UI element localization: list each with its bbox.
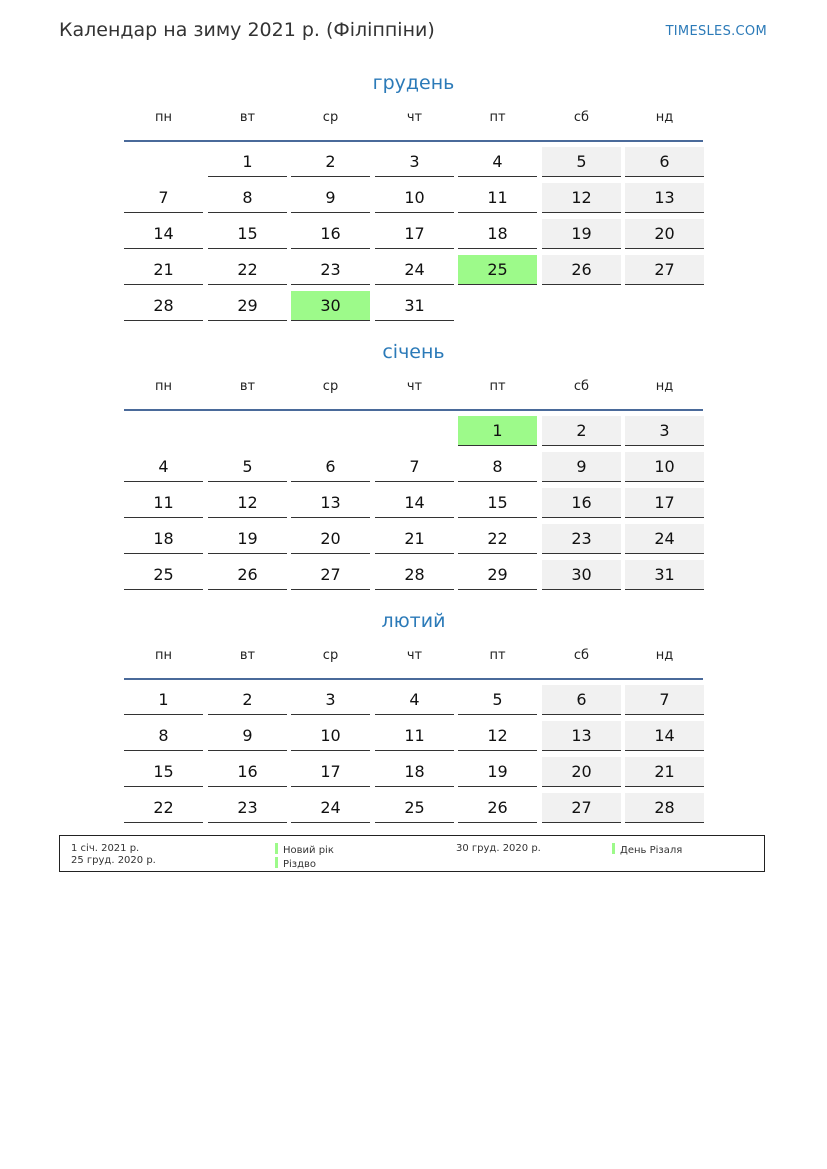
day-cell: 26 (542, 255, 621, 285)
day-cell: 14 (124, 219, 203, 249)
day-cell: 18 (375, 757, 454, 787)
day-cell: 14 (625, 721, 704, 751)
day-cell: 26 (458, 793, 537, 823)
day-cell: 4 (124, 452, 203, 482)
day-cell: 16 (208, 757, 287, 787)
legend-dates-1 (71, 843, 156, 867)
day-cell: 13 (291, 488, 370, 518)
weekday-label: нд (655, 110, 674, 125)
legend-names-2 (612, 843, 682, 857)
day-cell: 6 (291, 452, 370, 482)
legend-date: 30 груд. 2020 р. (456, 843, 541, 854)
day-cell: 10 (375, 183, 454, 213)
weekday-label: пн (155, 648, 172, 663)
holiday-day-cell: 30 (291, 291, 370, 321)
weekday-label: вт (239, 648, 256, 663)
day-cell: 6 (542, 685, 621, 715)
day-cell: 16 (542, 488, 621, 518)
day-cell: 31 (625, 560, 704, 590)
day-cell: 22 (208, 255, 287, 285)
day-cell: 20 (625, 219, 704, 249)
day-cell: 4 (375, 685, 454, 715)
legend-holiday-name: Новий рік (283, 845, 334, 856)
day-cell: 3 (625, 416, 704, 446)
day-cell: 5 (458, 685, 537, 715)
day-cell: 17 (625, 488, 704, 518)
day-cell: 18 (458, 219, 537, 249)
day-cell: 31 (375, 291, 454, 321)
weekday-label: ср (322, 110, 339, 125)
weekday-label: пн (155, 379, 172, 394)
day-cell: 26 (208, 560, 287, 590)
day-cell: 6 (625, 147, 704, 177)
month-title: лютий (381, 610, 446, 632)
weekday-label: сб (573, 648, 590, 663)
weekday-label: чт (406, 379, 423, 394)
day-cell: 25 (375, 793, 454, 823)
day-cell: 12 (542, 183, 621, 213)
day-cell: 12 (208, 488, 287, 518)
day-cell: 13 (542, 721, 621, 751)
month-february (124, 608, 703, 817)
weekday-label: сб (573, 379, 590, 394)
day-cell: 7 (625, 685, 704, 715)
day-cell: 1 (208, 147, 287, 177)
day-cell: 19 (458, 757, 537, 787)
day-cell: 9 (291, 183, 370, 213)
day-cell: 23 (208, 793, 287, 823)
month-january (124, 339, 703, 584)
weekday-label: сб (573, 110, 590, 125)
day-cell: 20 (291, 524, 370, 554)
month-title: грудень (372, 72, 455, 94)
weekday-label: ср (322, 648, 339, 663)
legend-date: 1 січ. 2021 р. (71, 843, 140, 854)
weekday-label: пт (489, 648, 506, 663)
day-cell: 8 (458, 452, 537, 482)
day-cell: 28 (625, 793, 704, 823)
day-cell: 13 (625, 183, 704, 213)
weekday-label: нд (655, 648, 674, 663)
day-cell: 16 (291, 219, 370, 249)
weekday-label: пн (155, 110, 172, 125)
holiday-swatch (612, 843, 615, 854)
day-cell: 17 (375, 219, 454, 249)
legend-holiday-name: День Різаля (620, 845, 683, 856)
weekday-label: нд (655, 379, 674, 394)
day-cell: 29 (208, 291, 287, 321)
day-cell: 7 (124, 183, 203, 213)
day-cell: 3 (291, 685, 370, 715)
day-cell: 28 (124, 291, 203, 321)
month-title: січень (382, 341, 445, 363)
weekday-label: пт (489, 110, 506, 125)
day-cell: 9 (542, 452, 621, 482)
weekday-label: чт (406, 648, 423, 663)
day-cell: 11 (458, 183, 537, 213)
weekday-label: вт (239, 110, 256, 125)
day-cell: 11 (124, 488, 203, 518)
day-cell: 18 (124, 524, 203, 554)
day-cell: 10 (291, 721, 370, 751)
holiday-swatch (275, 843, 278, 854)
weekday-header (124, 644, 703, 680)
day-cell: 23 (542, 524, 621, 554)
day-cell: 21 (124, 255, 203, 285)
day-cell: 22 (458, 524, 537, 554)
month-december (124, 70, 703, 315)
day-cell: 5 (542, 147, 621, 177)
day-cell: 22 (124, 793, 203, 823)
day-cell: 12 (458, 721, 537, 751)
day-cell: 8 (124, 721, 203, 751)
holiday-legend (59, 835, 765, 872)
day-cell: 27 (291, 560, 370, 590)
day-cell: 25 (124, 560, 203, 590)
holiday-day-cell: 25 (458, 255, 537, 285)
day-cell: 2 (208, 685, 287, 715)
day-cell: 10 (625, 452, 704, 482)
day-cell: 15 (124, 757, 203, 787)
page-title: Календар на зиму 2021 р. (Філіппіни) (59, 19, 435, 41)
day-cell: 19 (208, 524, 287, 554)
day-cell: 24 (625, 524, 704, 554)
weekday-label: пт (489, 379, 506, 394)
day-cell: 17 (291, 757, 370, 787)
day-cell: 2 (542, 416, 621, 446)
day-cell: 28 (375, 560, 454, 590)
day-cell: 4 (458, 147, 537, 177)
weekday-label: чт (406, 110, 423, 125)
day-cell: 3 (375, 147, 454, 177)
day-cell: 15 (458, 488, 537, 518)
holiday-swatch (275, 857, 278, 868)
day-cell: 29 (458, 560, 537, 590)
day-cell: 7 (375, 452, 454, 482)
day-cell: 14 (375, 488, 454, 518)
holiday-day-cell: 1 (458, 416, 537, 446)
legend-date: 25 груд. 2020 р. (71, 855, 156, 866)
day-cell: 27 (542, 793, 621, 823)
brand-link[interactable]: TIMESLES.COM (665, 24, 767, 39)
day-cell: 11 (375, 721, 454, 751)
day-cell: 20 (542, 757, 621, 787)
weekday-label: ср (322, 379, 339, 394)
day-cell: 1 (124, 685, 203, 715)
day-cell: 21 (375, 524, 454, 554)
weekday-header (124, 375, 703, 411)
weekday-label: вт (239, 379, 256, 394)
legend-names-1 (275, 843, 334, 871)
legend-holiday-name: Різдво (283, 859, 317, 870)
legend-dates-2 (456, 843, 541, 855)
day-cell: 27 (625, 255, 704, 285)
day-cell: 24 (375, 255, 454, 285)
day-cell: 2 (291, 147, 370, 177)
day-cell: 8 (208, 183, 287, 213)
day-cell: 21 (625, 757, 704, 787)
day-cell: 23 (291, 255, 370, 285)
day-cell: 30 (542, 560, 621, 590)
day-cell: 24 (291, 793, 370, 823)
weekday-header (124, 106, 703, 142)
day-cell: 19 (542, 219, 621, 249)
day-cell: 15 (208, 219, 287, 249)
day-cell: 5 (208, 452, 287, 482)
day-cell: 9 (208, 721, 287, 751)
